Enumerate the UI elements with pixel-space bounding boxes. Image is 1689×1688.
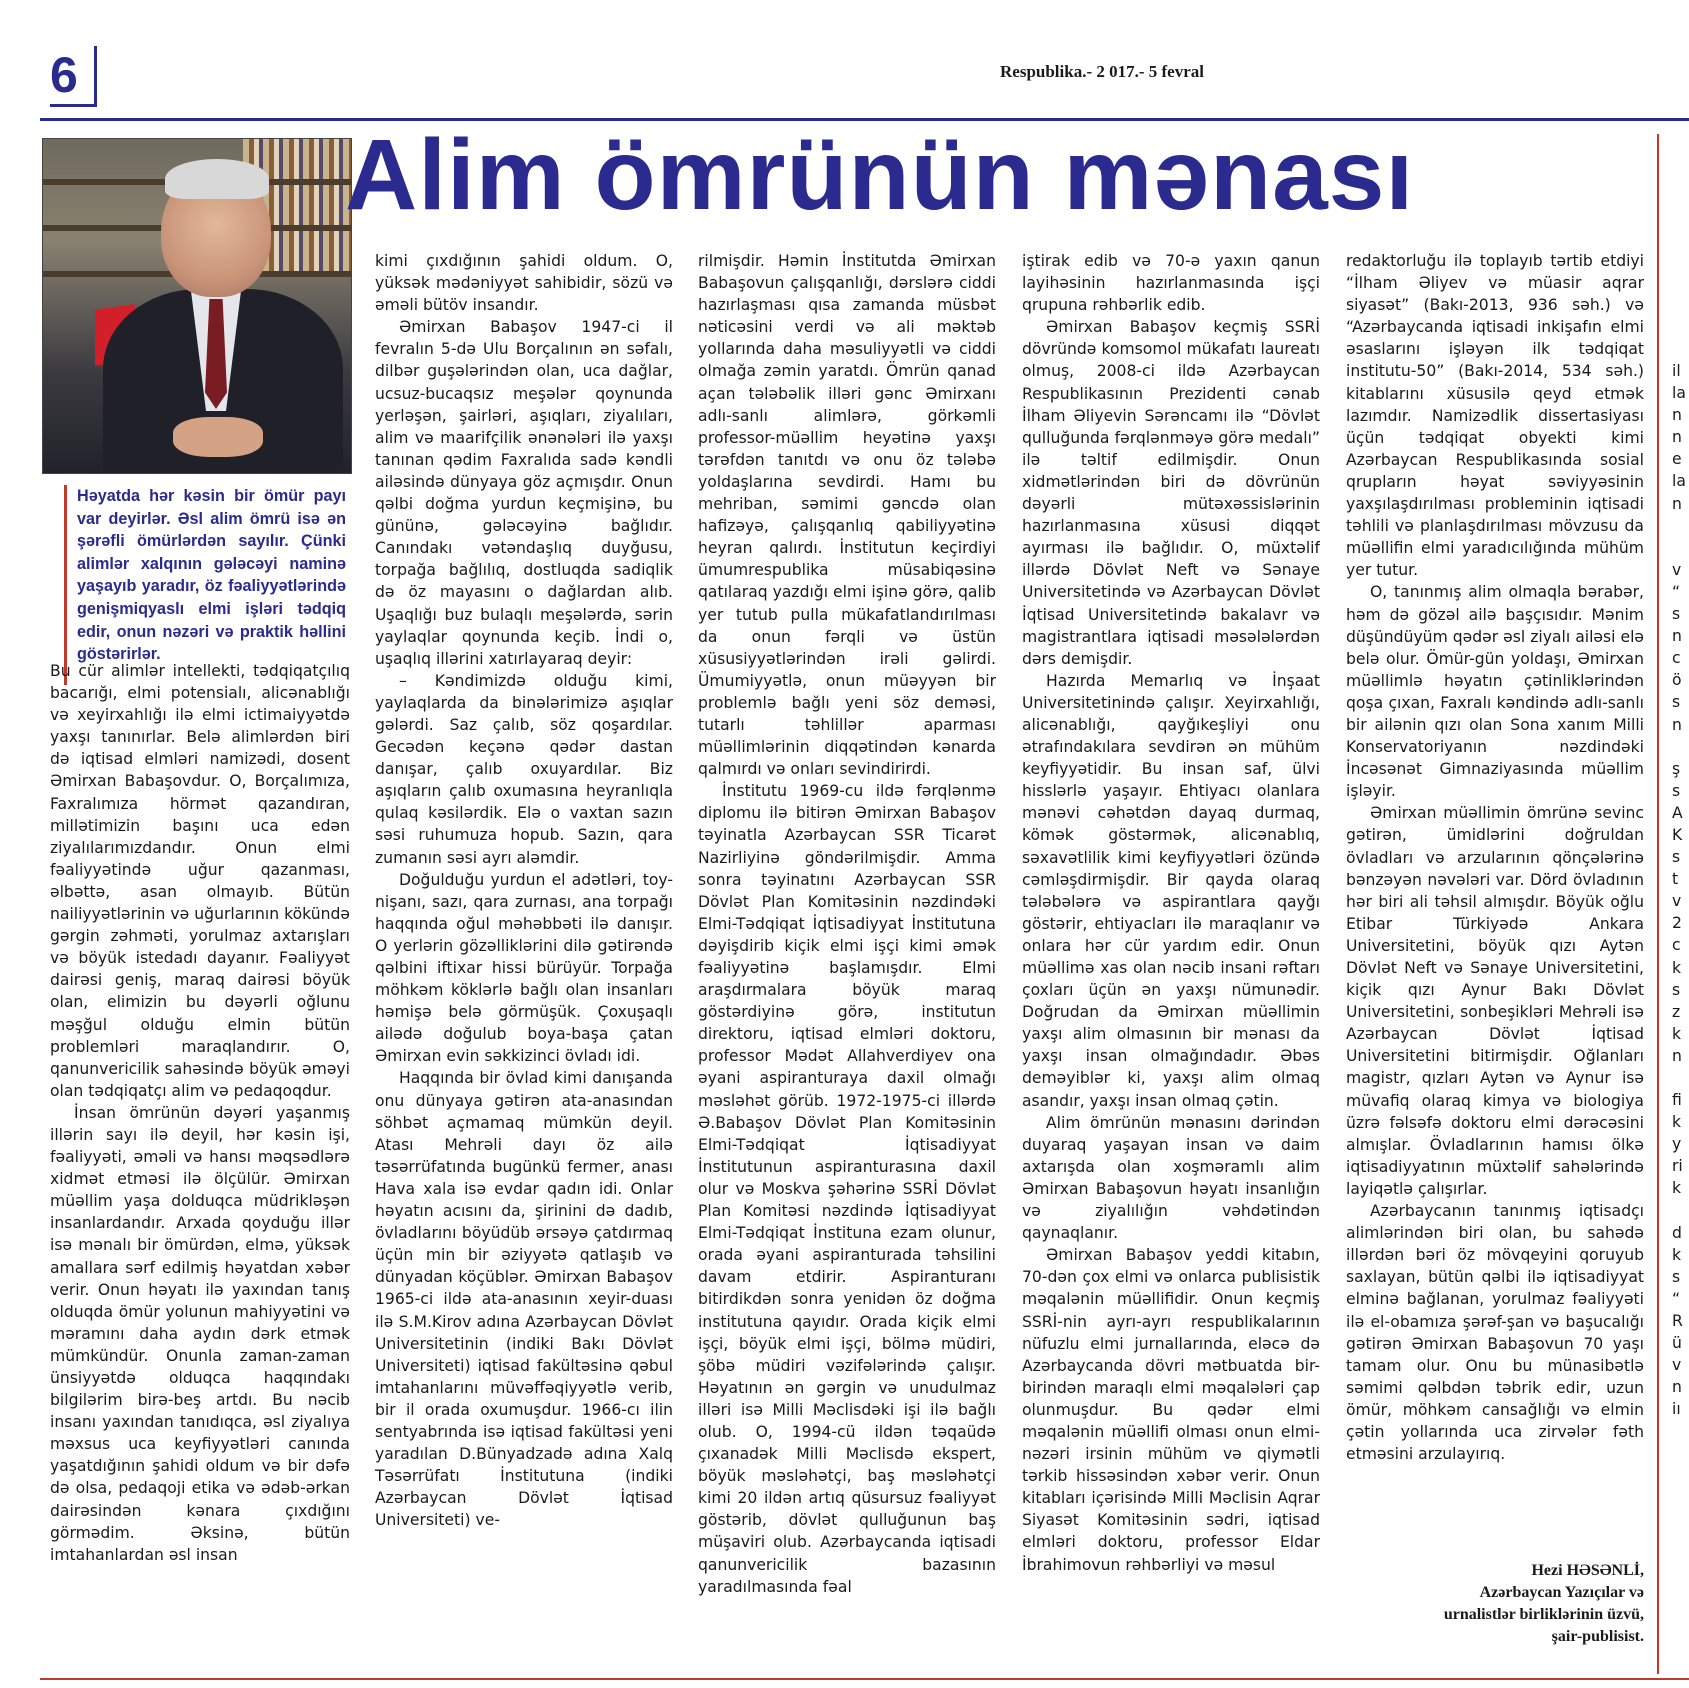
- edge-fragment: k: [1672, 958, 1682, 977]
- author-title-line: urnalistlər birliklərinin üzvü,: [1443, 1606, 1644, 1623]
- paragraph: rilmişdir. Həmin İnstitutda Əmirxan Babaşovun çalışqanlığı, dərslərə ciddi hazırlaşması qısa zamanda müsbət nəticəsini verdi və ali məktəb yollarında daha məsuliyyətli və ciddi olmağa zəmin yaratdı. Ömrün qanad açan tələbəlik illəri gənc Əmirxanı adlı-sanlı alimlərə, görkəmli professor-müəllim heyətinə yaxşı tərəfdən tanıtdı və onu öz tələbə yoldaşlarına sevdirdi. Hamı bu mehriban, səmimi gəncdə olan hafizəyə, çalışqanlıq qabiliyyətinə heyran qalırdı. İnstitutun keçirdiyi ümumrespublika müsabiqəsinə qatılaraq yazdığı elmi işinə görə, qalib yer tutub pulla mükafatlandırılması da onun fərqli və üstün xüsusiyyətlərindən irəli gəlirdi. Ümumiyyətlə, onun müəyyən bir problemlə bağlı yeni söz deməsi, tutarlı təhlillər aparması müəllimlərinin diqqətindən kənarda qalmırdı və onları sevindirirdi.: [698, 252, 996, 779]
- edge-fragment: la: [1672, 472, 1686, 491]
- edge-fragment: e: [1672, 450, 1682, 469]
- paragraph: İnstitutu 1969-cu ildə fərqlənmə diplomu ilə bitirən Əmirxan Babaşov təyinatla Azərbaycan SSR Ticarət Nazirliyinə göndərilmişdir. Amma sonra təyinatını Azərbaycan SSR Dövlət Plan Komitəsinin nəzdindəki Elmi-Tədqiqat İqtisadiyyat İnstitutuna dəyişdirib kiçik elmi işçi kimi əmək fəaliyyətinə başlamışdır. Elmi araşdırmalara böyük maraq göstərdiyinə görə, institutun direktoru, iqtisad elmləri doktoru, professor Mədət Allahverdiyev ona əyani aspiranturaya daxil olmağı məsləhət görüb. 1972-1975-ci illərdə Ə.Babaşov Dövlət Plan Komitəsinin Elmi-Tədqiqat İqtisadiyyat İnstitutunun aspiranturasına daxil olur və Moskva şəhərinə SSRİ Dövlət Plan Komitəsi nəzdində İqtisadiyyat Elmi-Tədqiqat İnstituna ezam olunur, orada əyani aspiranturada təhsilini davam etdirir. Aspiranturanı bitirdikdən sonra yenidən öz doğma institutuna qayıdır. Orada kiçik elmi işçi, böyük elmi işçi, bölmə müdiri, şöbə müdiri vəzifələrində çalışır. Həyatının ən gərgin və unudulmaz illəri isə Milli Məclisdəki işi ilə bağlı olub. O, 1994-cü ildən təqaüdə çıxanadək Milli Məclisdə ekspert, böyük məsləhətçi, baş məsləhətçi kimi 20 ildən artıq qüsursuz fəaliyyət göstərib, dövlət qulluğunun baş müşaviri olub. Azərbaycanda iqtisadi qanunvericilik bazasının yaradılmasında fəal: [698, 782, 996, 1596]
- paragraph: Haqqında bir övlad kimi danışanda onu dünyaya gətirən ata-anasından söhbət açmamaq mümkün deyil. Atası Mehrəli dayı öz ailə təsərrüfatında bugünkü fermer, anası Hava xala isə evdar qadın idi. Onlar həyatın acısını da, şirinini də dadıb, övladlarını böyüdüb ərsəyə çatdırmaq üçün min bir əziyyətə qatlaşıb və dünyadan köçüblər. Əmirxan Babaşov 1965-ci ildə ata-anasının xeyir-duası ilə S.M.Kirov adına Azərbaycan Dövlət Universitetinin (indiki Bakı Dövlət Universiteti) iqtisad fakültəsinə qəbul imtahanlarını müvəffəqiyyətlə verib, bir il orada oxumuşdur. 1966-cı ilin sentyabrında isə iqtisad fakültəsi yeni yaradılan D.Bünyadzadə adına Xalq Təsərrüfatı İnstitutuna (indiki Azərbaycan Dövlət İqtisad Universiteti) ve-: [375, 1069, 673, 1530]
- edge-fragment: n: [1672, 1046, 1682, 1065]
- edge-fragment: [1672, 515, 1689, 537]
- edge-fragment: [1672, 1200, 1689, 1222]
- paragraph: O, tanınmış alim olmaqla bərabər, həm də gözəl ailə başçısıdır. Mənim düşündüyüm qədər əsl ziyalı ailəsi elə belə olur. Ömür-gün yoldaşı, Əmirxan müəllimlə həyatın çətinliklərindən qoşa çıxan, Faxralı kəndində adlı-sanlı bir ailənin qızı olan Sona xanım Milli Konservatoriyanın nəzdindəki İncəsənət Gimnaziyasında müəllim işləyir.: [1346, 583, 1644, 801]
- paragraph: redaktorluğu ilə toplayıb tərtib etdiyi “İlham Əliyev və müasir aqrar siyasət” (Bakı-2013, 936 səh.) və “Azərbaycanda iqtisadi inkişafın elmi əsaslarını işləyən ilk tədqiqat institutu-50” (Bakı-2014, 534 səh.) kitablarını xüsusilə qeyd etmək lazımdır. Namizədlik dissertasiyası üçün tədqiqat obyekti kimi Azərbaycan Respublikasında sosial qrupların həyat səviyyəsinin yaxşılaşdırılması probleminin iqtisadi təhlili və planlaşdırılması mövzusu da müəllifin elmi yaradıcılığında mühüm yer tutur.: [1346, 252, 1644, 580]
- article-column-4: [1022, 250, 1320, 1675]
- edge-fragment: s: [1672, 1267, 1681, 1286]
- edge-fragment: v: [1672, 560, 1682, 579]
- edge-fragment: “: [1672, 1289, 1681, 1308]
- edge-fragment: A: [1672, 803, 1683, 822]
- edge-fragment: c: [1672, 649, 1681, 668]
- article-column-3: [698, 250, 996, 1675]
- edge-fragment: k: [1672, 1024, 1682, 1043]
- edge-fragment: iı: [1672, 1400, 1681, 1419]
- edge-fragment: K: [1672, 825, 1683, 844]
- paragraph: Əmirxan Babaşov yeddi kitabın, 70-dən çox elmi və onlarca publisistik məqalənin müəllifidir. Onun keçmiş SSRİ-nin ayrı-ayrı respublikalarının nüfuzlu elmi jurnallarında, eləcə də Azərbaycanda dövri mətbuatda bir-birindən maraqlı elmi məqalələri çap olunmuşdur. Bu qədər elmi məqalənin müəllifi olması onun elmi-nəzəri irsinin mühüm və qiymətli tərkib hissəsindən xəbər verir. Onun kitabları içərisində Milli Məclisin Aqrar Siyasət Komitəsinin sədri, iqtisad elmləri doktoru, professor Eldar İbrahimovun rəhbərliyi və məsul: [1022, 1246, 1320, 1574]
- author-signature: [1346, 1560, 1644, 1648]
- edge-fragment: n: [1672, 406, 1682, 425]
- edge-fragment: ş: [1672, 759, 1681, 778]
- author-title-line: Azərbaycan Yazıçılar və: [1479, 1584, 1644, 1601]
- column-divider: [1657, 134, 1659, 1674]
- edge-fragment: [1672, 736, 1689, 758]
- author-title-line: şair-publisist.: [1551, 1628, 1644, 1645]
- page-number: 6: [50, 46, 97, 107]
- edge-fragment: n: [1672, 1378, 1682, 1397]
- lead-paragraph: Həyatda hər kəsin bir ömür payı var deyirlər. Əsl alim ömrü isə ən şərəfli ömürlərdən sayılır. Çünki alimlər xalqının gələcəyi naminə yaşayıb yaradır, öz fəaliyyətlərində genişmiqyaslı elmi işləri tədqiq edir, onun nəzəri və praktik həllini göstərirlər.: [64, 485, 346, 685]
- paragraph: Əmirxan Babaşov keçmiş SSRİ dövründə komsomol mükafatı laureatı olmuş, 2008-ci ildə Azərbaycan Respublikasının Prezidenti cənab İlham Əliyevin Sərəncamı ilə “Dövlət qulluğunda fərqlənməyə görə medalı” ilə təltif edilmişdir. Onun xidmətlərindən biri də dövrünün dəyərli mütəxəssislərinin hazırlanmasına xüsusi diqqət ayırması ilə bağlıdır. O, müxtəlif illərdə Dövlət Neft və Sənaye Universitetində və Azərbaycan Dövlət İqtisad Universitetində bakalavr və magistrantlara iqtisadi məsələlərdən dərs demişdir.: [1022, 318, 1320, 668]
- paragraph: Bu cür alimlər intellekti, tədqiqatçılıq bacarığı, elmi potensialı, alicənablığı və xeyirxahlığı ilə elmi ictimaiyyətdə yaxşı tanınırlar. Belə alimlərdən biri də iqtisad elmləri namizədi, dosent Əmirxan Babaşovdur. O, Borçalımıza, Faxralımıza hörmət qazandıran, millətimizin başını uca edən ziyalılarımızdandır. Onun elmi fəaliyyətində uğur qazanması, əlbəttə, asan olmayıb. Bütün nailiyyətlərinin və uğurlarının kökündə gərgin zəhməti, yorulmaz axtarışları və böyük istedadı dayanır. Fəaliyyət dairəsi geniş, maraq dairəsi böyük olan, elimizin bu dəyərli oğlunu məşğul olduğu elmin bütün problemləri maraqlandırır. O, qanunvericilik sahəsində böyük əməyi olan tədqiqatçı alim və pedaqoqdur.: [50, 662, 350, 1100]
- author-name: Hezi HƏSƏNLİ,: [1531, 1562, 1644, 1579]
- edge-fragment: z: [1672, 1002, 1681, 1021]
- article-column-5: [1346, 250, 1644, 1550]
- article-column-2: [375, 250, 673, 1675]
- portrait-photo: [42, 138, 352, 474]
- edge-fragment: n: [1672, 428, 1682, 447]
- paragraph: Alim ömrünün mənasını dərindən duyaraq yaşayan insan və daim axtarışda olan xoşməramlı alim Əmirxan Babaşovun həyatı insanlığın və ziyalılığın vəhdətindən qaynaqlanır.: [1022, 1113, 1320, 1243]
- edge-fragment: t: [1672, 870, 1679, 889]
- paragraph: Əmirxan Babaşov 1947-ci il fevralın 5-də Ulu Borçalının ən səfalı, dilbər guşələrindən olan, uca dağlar, ucsuz-bucaqsız meşələr qoynunda yerləşən, şairləri, aşıqları, ziyalıları, alim və maarifçilik ənənələri ilə yaxşı tanınan qədim Faxralıda sadə kəndli ailəsində dünyaya göz açmışdır. Onun qəlbi doğma yurdun keçmişinə, bu gününə, gələcəyinə bağlıdır. Canındakı vətəndaşlıq duyğusu, torpağa bağlılıq, dostluqda sadiqlik də öz mayasını o dağlardan alıb. Uşaqlığı buz bulaqlı meşələrdə, sərin yaylaqlar qoynunda keçib. İndi o, uşaqlıq illərini xatırlayaraq deyir:: [375, 318, 673, 668]
- edge-fragment: ü: [1672, 1334, 1682, 1353]
- edge-fragment: “: [1672, 582, 1681, 601]
- edge-fragment: n: [1672, 715, 1682, 734]
- article-title: Alim ömrünün mənası: [345, 119, 1415, 231]
- edge-fragment: R: [1672, 1312, 1683, 1331]
- adjacent-article-fragment: [1672, 360, 1689, 1670]
- edge-fragment: s: [1672, 781, 1681, 800]
- article-column-1: [50, 660, 350, 1675]
- edge-fragment: n: [1672, 494, 1682, 513]
- edge-fragment: 2: [1672, 914, 1682, 933]
- bottom-rule: [40, 1678, 1689, 1680]
- paragraph: İnsan ömrünün dəyəri yaşanmış illərin sayı ilə deyil, hər kəsin işi, fəaliyyəti, əməli və hansı məqsədlərə xidmət etməsi ilə ölçülür. Əmirxan müəllim yaşa dolduqca müdrikləşən insanlardandır. Arxada qoyduğu illər isə mənalı bir ömürdən, elmə, yüksək amallara sərf edilmiş həyatdan xəbər verir. Onun həyatı ilə yaxından tanış olduqda ömür yolunun mahiyyətini və məramını daha aydın dərk etmək mümkündür. Onunla zaman-zaman ünsiyyətdə olduqca haqqındakı bilgilərim birə-beş artdı. Bu nəcib insanı yaxından tanıdıqca, əsl ziyalıya məxsus uca keyfiyyətləri canında yaşatdığının şahidi oldum və bir dəfə də olsa, pedaqoji etika və ədəb-ərkan dairəsindən kənara çıxdığını görmədim. Əksinə, bütün imtahanlardan əsl insan: [50, 1103, 350, 1564]
- paragraph: Hazırda Memarlıq və İnşaat Universitetinində çalışır. Xeyirxahlığı, alicənablığı, qayğıkeşliyi onu ətrafındakılara sevdirən ən mühüm keyfiyyətidir. Bu insan saf, ülvi hisslərlə yaşayır. Ehtiyacı olanlara mənəvi cəhətdən dayaq durmaq, kömək göstərmək, alicənablıq, səxavətlilik kimi keyfiyyətləri özündə cəmləşdirmişdir. Bir qayda olaraq tələbələrə və aspirantlara qayğı göstərir, ehtiyacları ilə maraqlanır və onlara hər cür yardım edir. Onun müəllimə xas olan nəcib insani rəftarı çoxları üçün ən yaxşı nümunədir. Doğrudan da Əmirxan müəllimin yaxşı alim olmasının bir mənası da yaxşı insan olmağındadır. Əbəs deməyiblər ki, yaxşı alim olmaq asandır, yaxşı insan olmaq çətin.: [1022, 671, 1320, 1110]
- edge-fragment: s: [1672, 848, 1681, 867]
- paragraph: Azərbaycanın tanınmış iqtisadçı alimlərindən biri olan, bu sahədə illərdən bəri öz mövqeyini qoruyub saxlayan, bütün qəlbi ilə iqtisadiyyat elminə bağlanan, yorulmaz fəaliyyəti ilə el-obamıza şərəf-şan və başucalığı gətirən Əmirxan Babaşovun 70 yaşı tamam olur. Onu bu münasibətlə səmimi qəlbdən təbrik edir, uzun ömür, möhkəm cansağlığı və elmin çətin yollarında uca zirvələr fəth etməsini arzulayırıq.: [1346, 1202, 1644, 1464]
- masthead: Respublika.- 2 017.- 5 fevral: [1000, 62, 1204, 81]
- edge-fragment: fi: [1672, 1091, 1682, 1110]
- paragraph: kimi çıxdığının şahidi oldum. O, yüksək mədəniyyət sahibidir, sözü və əməli bütöv insandır.: [375, 252, 673, 315]
- edge-fragment: [1672, 1067, 1689, 1089]
- edge-fragment: ö: [1672, 671, 1682, 690]
- paragraph: Əmirxan müəllimin ömrünə sevinc gətirən, ümidlərini doğruldan övladları və arzularının qönçələrinə bənzəyən nəvələri var. Dörd övladının hər biri ali təhsil almışdır. Böyük oğlu Etibar Türkiyədə Ankara Universitetini, böyük qızı Aytən Dövlət Neft və Sənaye Universitetini, kiçik qızı Aynur Bakı Dövlət Universitetini, sonbeşikləri Mehrəli isə Azərbaycan Dövlət İqtisad Universitetini bitirmişdir. Oğlanları magistr, qızları Aytən və Aynur isə müvafiq olaraq kimya və biologiya üzrə fəlsəfə doktoru elmi dərəcəsini almışlar. Övladlarının hamısı ölkə iqtisadiyyatının müxtəlif sahələrində layiqətlə çalışırlar.: [1346, 804, 1644, 1198]
- edge-fragment: k: [1672, 1245, 1682, 1264]
- edge-fragment: s: [1672, 980, 1681, 999]
- edge-fragment: d: [1672, 1223, 1682, 1242]
- edge-fragment: y: [1672, 1135, 1682, 1154]
- edge-fragment: v: [1672, 1356, 1682, 1375]
- paragraph: – Kəndimizdə olduğu kimi, yaylaqlarda da binələrimizə aşıqlar gələrdi. Saz çalıb, söz qoşardılar. Gecədən keçənə qədər dastan danışar, çalıb oxuyardılar. Biz aşıqların çalıb oxumasına heyranlıqla qulaq kəsilərdik. Elə o vaxtan sazın səsi ruhumuza hopub. Sazın, qara zumanın səsi ayrı aləmdir.: [375, 671, 673, 867]
- edge-fragment: [1672, 537, 1689, 559]
- edge-fragment: s: [1672, 605, 1681, 624]
- edge-fragment: s: [1672, 693, 1681, 712]
- paragraph: iştirak edib və 70-ə yaxın qanun layihəsinin hazırlanmasında işçi qrupuna rəhbərlik edib.: [1022, 252, 1320, 315]
- edge-fragment: ri: [1672, 1157, 1683, 1176]
- edge-fragment: v: [1672, 892, 1682, 911]
- paragraph: Doğulduğu yurdun el adətləri, toy-nişanı, sazı, qara zurnası, ana torpağı haqqında oğul məhəbbəti ilə danışır. O yerlərin gözəlliklərini dilə gətirəndə qəlbini iftixar hissi bürüyür. Torpağa möhkəm köklərlə bağlı olan insanları həmişə belə görmüşük. Çoxuşaqlı ailədə doğulub boya-başa çatan Əmirxan evin səkkizinci övladı idi.: [375, 870, 673, 1066]
- edge-fragment: c: [1672, 936, 1681, 955]
- edge-fragment: la: [1672, 384, 1686, 403]
- edge-fragment: k: [1672, 1113, 1682, 1132]
- edge-fragment: il: [1672, 362, 1681, 380]
- edge-fragment: k: [1672, 1179, 1682, 1198]
- edge-fragment: n: [1672, 627, 1682, 646]
